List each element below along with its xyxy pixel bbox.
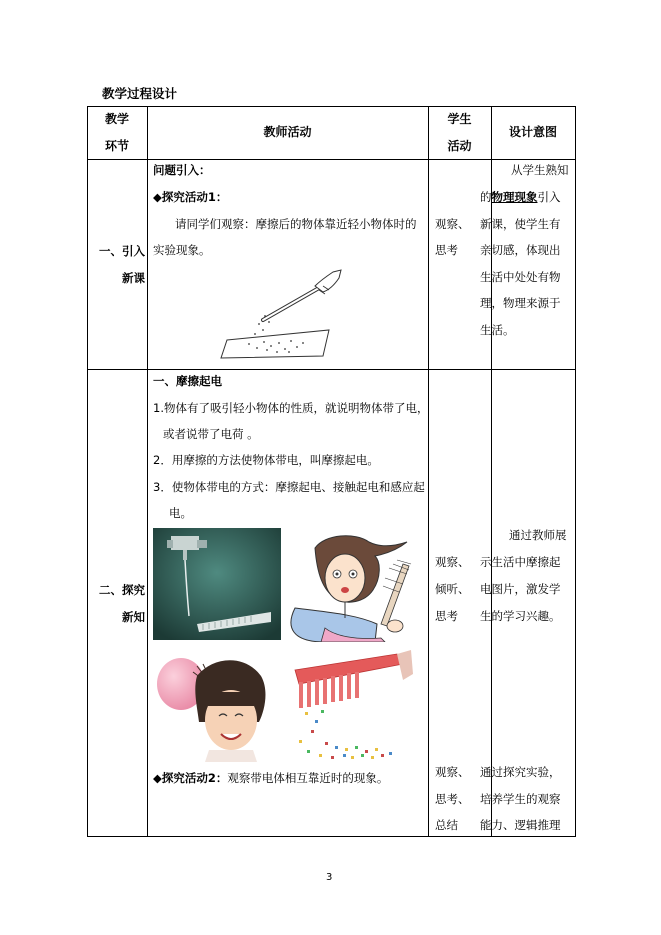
header-stage-line1: 教学 — [104, 112, 129, 126]
header-teacher: 教师活动 — [263, 125, 312, 139]
balloon-hair-photo — [153, 646, 283, 762]
section-title: 教学过程设计 — [102, 86, 178, 101]
girl-hair-comb-cartoon — [285, 528, 425, 642]
row1-stage-line1: 一、引入 — [99, 244, 145, 258]
header-student-line1: 学生 — [447, 112, 472, 126]
row1-activity-label: ◆探究活动1： — [153, 190, 228, 204]
comb-water-photo — [153, 528, 281, 640]
row2-heading: 一、摩擦起电 — [153, 374, 222, 388]
row2-intent-b3: 能力、逻辑推理 — [480, 818, 561, 832]
col-divider-1 — [147, 106, 148, 837]
row2-intent-a4: 生的学习兴趣。 — [480, 609, 561, 623]
row2-item2: 2．用摩擦的方法使物体带电，叫摩擦起电。 — [153, 453, 379, 467]
row1-intent-line2 — [480, 184, 575, 211]
row2-stage-line2: 新知 — [122, 610, 145, 624]
row1-intent-line5: 生活中处处有物 — [480, 270, 561, 284]
row2-activity2-text: 观察带电体相互靠近时的现象。 — [227, 771, 389, 785]
row2-intent-a3: 电图片，激发学 — [480, 582, 561, 596]
row2-stage-line1: 二、探究 — [99, 583, 145, 597]
row1-intent-keyword: 物理现象 — [491, 190, 538, 204]
row2-intent-b1: 通过探究实验， — [480, 765, 561, 779]
row2-item1-line1: 1.物体有了吸引轻小物体的性质，就说明物体带了电， — [153, 401, 429, 415]
page-number: 3 — [326, 872, 333, 883]
row2-student-a1: 观察、 — [435, 555, 470, 569]
row2-activity2-label: ◆探究活动2： — [153, 771, 228, 785]
row2-student-a2: 倾听、 — [435, 582, 470, 596]
header-stage-line2: 环节 — [104, 139, 129, 153]
table-border-right — [575, 106, 576, 837]
row1-activity-text-line1: 请同学们观察：摩擦后的物体靠近轻小物体时的 — [175, 217, 417, 231]
lesson-table — [87, 106, 576, 837]
row2-intent-a2: 示生活中摩擦起 — [480, 555, 561, 569]
row2-intent-b2: 培养学生的观察 — [480, 792, 561, 806]
row2-item1-line2: 或者说带了电荷 。 — [163, 427, 259, 441]
row1-intent-line7: 生活。 — [480, 323, 515, 337]
row1-intent-line6: 理，物理来源于 — [480, 296, 561, 310]
row1-intent-line3: 新课，使学生有 — [480, 217, 561, 231]
row2-student-b1: 观察、 — [435, 765, 470, 779]
row1-student-line2: 思考 — [435, 243, 458, 257]
row1-activity-text-line2: 实验现象。 — [153, 243, 211, 257]
row2-item3-line1: 3．使物体带电的方式：摩擦起电、接触起电和感应起 — [153, 480, 425, 494]
row1-stage-line2: 新课 — [122, 271, 145, 285]
table-border-left — [87, 106, 88, 837]
row2-student-a3: 思考 — [435, 609, 458, 623]
row2-activity2 — [153, 765, 388, 792]
row2-item3-line2: 电。 — [169, 506, 192, 520]
row1-intent-2c: 引入 — [537, 190, 561, 204]
row1-intro-label: 问题引入： — [153, 163, 211, 177]
row2-student-b3: 总结 — [435, 818, 458, 832]
row2-intent-a1: 通过教师展 — [509, 528, 567, 542]
row1-intent-line1: 从学生熟知 — [511, 163, 569, 177]
red-comb-paper-photo — [285, 650, 413, 762]
header-student-line2: 活动 — [447, 139, 472, 153]
row1-intent-line4: 亲切感，体现出 — [480, 243, 561, 257]
row1-student-line1: 观察、 — [435, 217, 470, 231]
rubbed-rod-illustration — [219, 264, 343, 360]
row1-intent-2a: 的 — [480, 190, 492, 204]
header-intent: 设计意图 — [508, 125, 557, 139]
table-border-top — [87, 106, 576, 107]
col-divider-2 — [428, 106, 429, 837]
row2-student-b2: 思考、 — [435, 792, 470, 806]
